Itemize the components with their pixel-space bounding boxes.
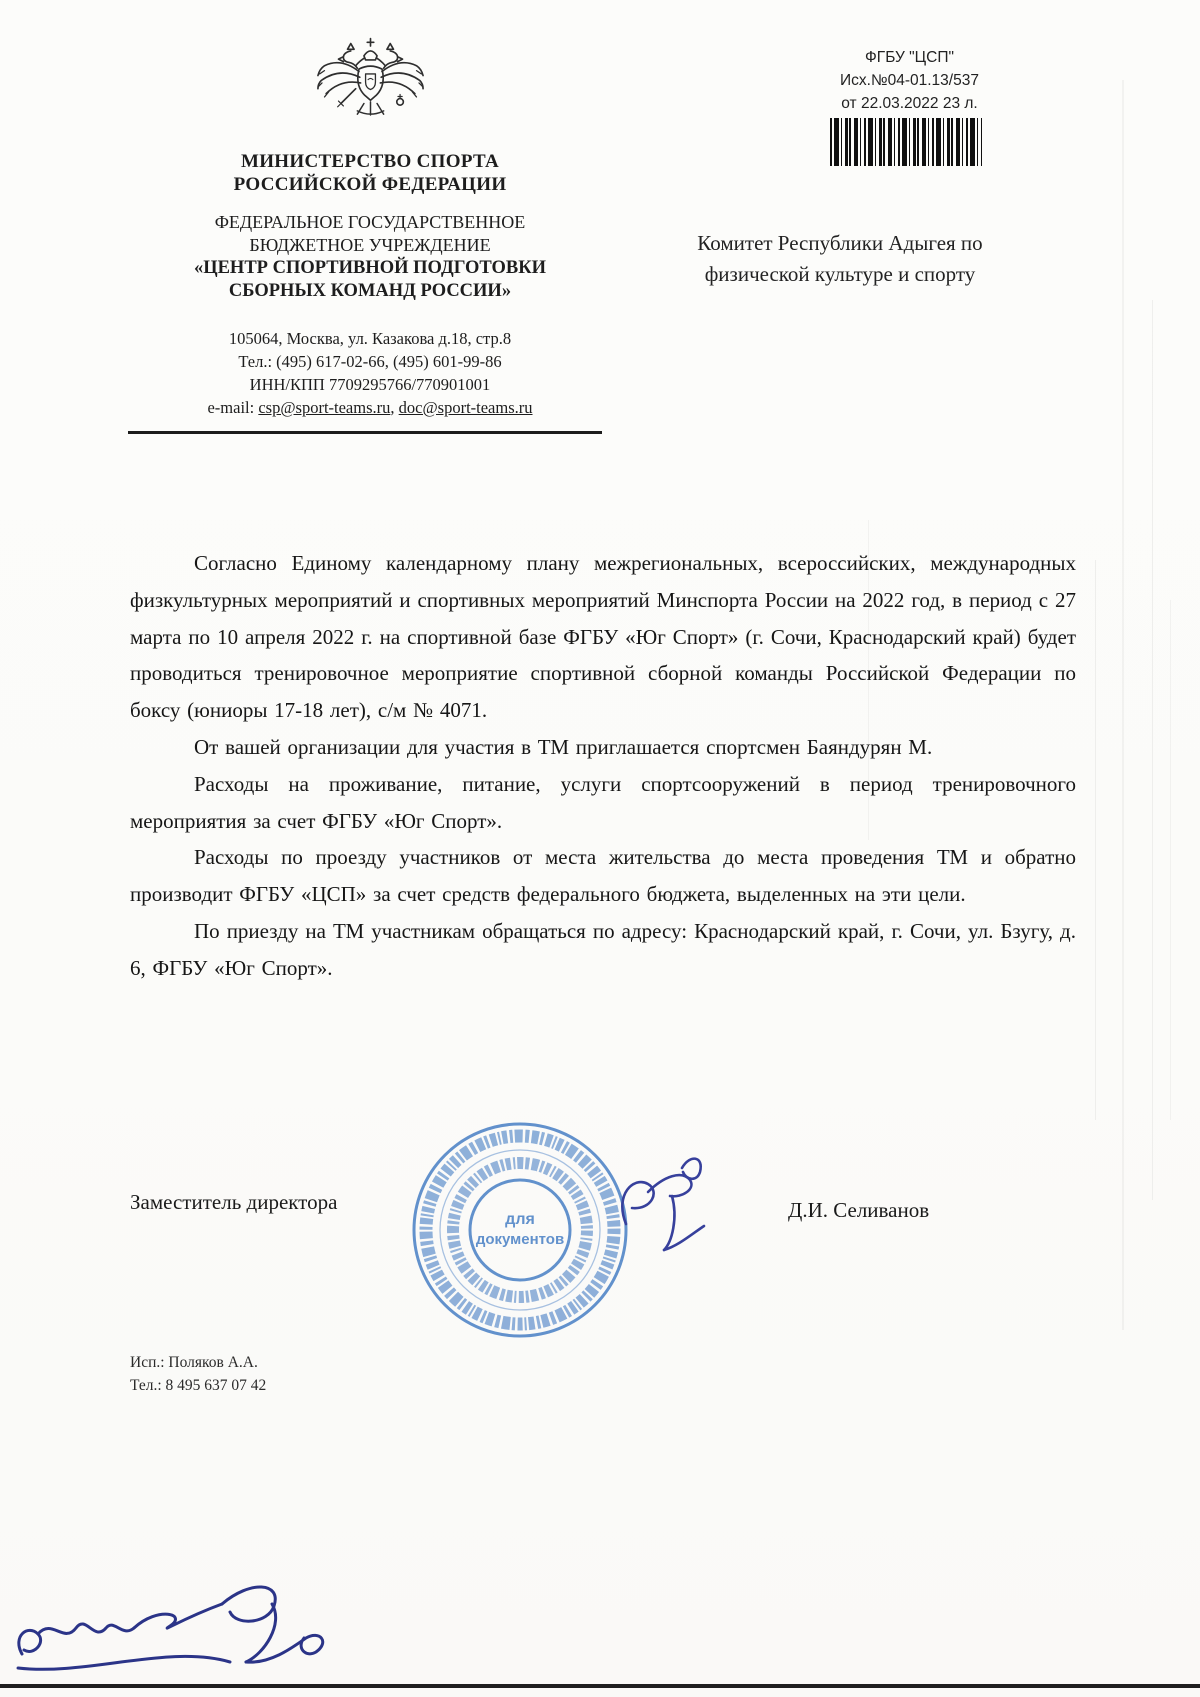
paragraph-2: От вашей организации для участия в ТМ приглашается спортсмен Баяндурян М. <box>194 734 933 759</box>
scan-streak <box>1122 80 1124 1330</box>
recipient-address <box>620 228 1060 290</box>
date-and-sheets: от 22.03.2022 23 л. <box>841 95 978 112</box>
paragraph-1: Согласно Единому календарному плану межрегиональных, всероссийских, международных физкультурных мероприятий и спортивных мероприятий Минспорта России на 2022 год, в период с 27 марта по 10 апреля 2022 г. на спортивной базе ФГБУ «Юг Спорт» (г. Сочи, Краснодарский край) будет проводиться тренировочное мероприятие спортивной сборной команды Российской Федерации по боксу (юниоры 17-18 лет), с/м № 4071. <box>130 551 1076 723</box>
org-line1: ФЕДЕРАЛЬНОЕ ГОСУДАРСТВЕННОЕ <box>214 212 526 232</box>
page-bottom-edge <box>0 1684 1200 1688</box>
ministry-line2: РОССИЙСКОЙ ФЕДЕРАЦИИ <box>233 174 507 195</box>
email-address-2: doc@sport-teams.ru <box>398 398 533 417</box>
paragraph-5: По приезду на ТМ участникам обращаться по адресу: Краснодарский край, г. Сочи, ул. Бзугу, д. 6, ФГБУ «Юг Спорт». <box>130 918 1076 980</box>
executor-phone: Тел.: 8 495 637 07 42 <box>130 1377 267 1394</box>
email-address-1: csp@sport-teams.ru <box>258 398 391 417</box>
executor-name: Исп.: Поляков А.А. <box>130 1354 258 1371</box>
signer-name: Д.И. Селиванов <box>788 1198 930 1222</box>
bottom-signature-icon <box>8 1572 378 1690</box>
scan-streak <box>1095 560 1096 1120</box>
postal-address: 105064, Москва, ул. Казакова д.18, стр.8 <box>228 329 512 348</box>
org-short-name: ФГБУ "ЦСП" <box>865 49 954 66</box>
outgoing-number: Исх.№04-01.13/537 <box>840 72 979 89</box>
russian-coat-of-arms-icon <box>313 33 428 151</box>
executor-block <box>130 1351 266 1397</box>
stamp-center-line2: документов <box>475 1231 565 1248</box>
organization-name <box>130 211 610 303</box>
organization-contacts <box>130 327 610 419</box>
org-line2: БЮДЖЕТНОЕ УЧРЕЖДЕНИЕ <box>249 235 491 255</box>
letter-body <box>130 545 1076 987</box>
scan-streak <box>1152 300 1153 1200</box>
paragraph-3: Расходы на проживание, питание, услуги спортсооружений в период тренировочного мероприятия за счет ФГБУ «Юг Спорт». <box>130 771 1076 833</box>
scan-streak <box>868 520 869 840</box>
org-line4: СБОРНЫХ КОМАНД РОССИИ» <box>228 281 512 301</box>
scan-streak <box>1170 600 1171 1120</box>
stamp-center-line1: для <box>505 1211 535 1228</box>
email-separator: , <box>390 398 399 417</box>
recipient-line2: физической культуре и спорту <box>704 262 976 286</box>
paragraph-4: Расходы по проезду участников от места жительства до места проведения ТМ и обратно производит ФГБУ «ЦСП» за счет средств федерального бюджета, выделенных на эти цели. <box>130 845 1076 907</box>
signer-position: Заместитель директора <box>130 1190 338 1214</box>
barcode <box>830 118 982 166</box>
signature-autograph-icon <box>608 1146 758 1281</box>
registration-stamp-block <box>812 46 1007 115</box>
email-label: e-mail: <box>207 398 259 417</box>
phone-numbers: Тел.: (495) 617-02-66, (495) 601-99-86 <box>238 352 502 371</box>
ministry-name <box>130 150 610 196</box>
round-stamp-icon <box>406 1116 634 1344</box>
recipient-line1: Комитет Республики Адыгея по <box>697 231 983 255</box>
header-divider <box>128 431 602 434</box>
inn-kpp: ИНН/КПП 7709295766/770901001 <box>249 375 491 394</box>
email-line <box>130 396 610 419</box>
ministry-line1: МИНИСТЕРСТВО СПОРТА <box>240 151 500 172</box>
org-line3: «ЦЕНТР СПОРТИВНОЙ ПОДГОТОВКИ <box>193 258 547 278</box>
